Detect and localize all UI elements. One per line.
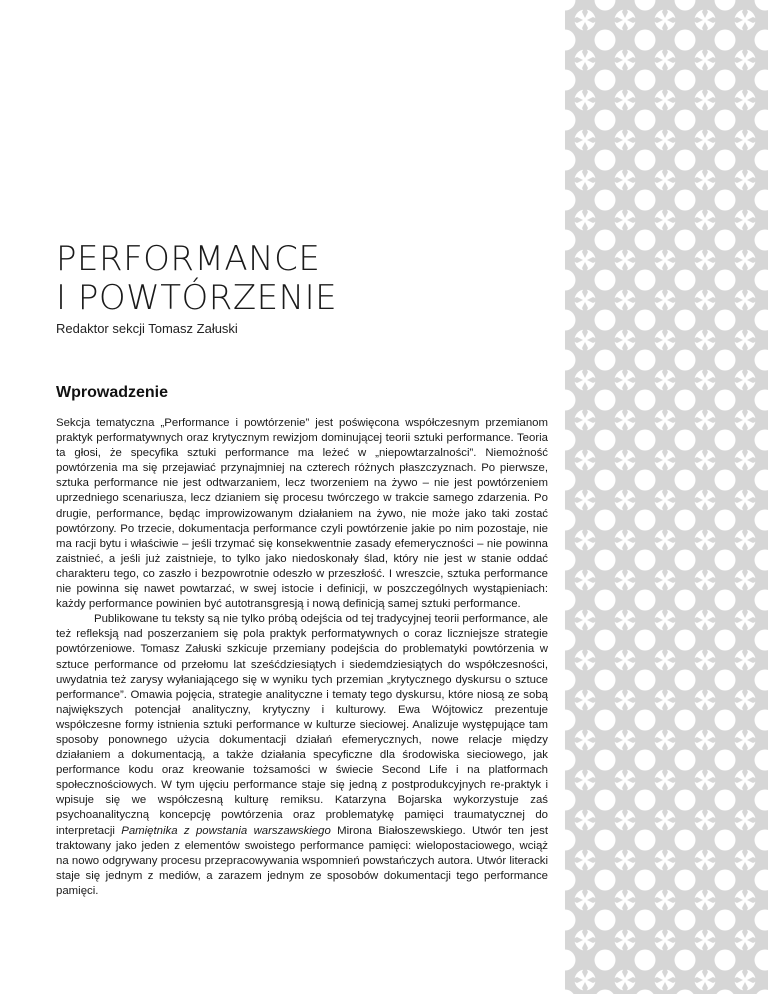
section-heading: Wprowadzenie	[56, 384, 169, 401]
decorative-pattern-strip	[565, 0, 768, 994]
book-title: Pamiętnika z powstania warszawskiego	[121, 824, 331, 837]
page-title	[56, 240, 337, 318]
paragraph-2	[56, 612, 548, 899]
paragraph-2-text-b: Mirona Białoszewskiego. Utwór ten jest traktowany jako jeden z elementów swoistego performance pamięci: wielopostaciowego, wciąż na nowo odgrywany procesu przepracowywania wspomnień powstańczych autora. Utwór literacki staje się jednym z mediów, a zarazem jednym ze sposobów dokumentacji tego performance pamięci.	[56, 824, 548, 897]
paragraph-2-text-a: Publikowane tu teksty są nie tylko próbą odejścia od tej tradycyjnej teorii performance, ale też refleksją nad poszerzaniem się pola praktyk performatywnych o coraz liczniejsze strategie powtórzeniowe. Tomasz Załuski szkicuje przemiany podejścia do problematyki powtórzenia w sztuce performance od przełomu lat sześćdziesiątych i siedemdziesiątych do współczesności, uwydatnia też zarysy wyłaniającego się w wyniku tych przemian „krytycznego dyskursu o sztuce performance”. Omawia pojęcia, strategie analityczne i tematy tego dyskursu, które niosą ze sobą największych potencjał analityczny, krytyczny i kulturowy. Ewa Wójtowicz prezentuje współczesne formy istnienia sztuki performance w kulturze sieciowej. Analizuje występujące tam sposoby ponownego użycia dokumentacji działań efemerycznych, nowe relacje między działaniem a dokumentacją, a także działania specyficzne dla środowiska sieciowego, jak performance kodu oraz kreowanie tożsamości w świecie Second Life i na platformach społecznościowych. W tym ujęciu performance staje się jedną z postprodukcyjnych re-praktyk i wpisuje się we współczesną kulturę remiksu. Katarzyna Bojarska wykorzystuje zaś psychoanalityczną koncepcję powtórzenia oraz problematykę pamięci traumatycznej do interpretacji	[56, 613, 548, 837]
article-body	[56, 416, 548, 899]
title-line-1: PERFORMANCE	[56, 239, 321, 279]
paragraph-1: Sekcja tematyczna „Performance i powtórzenie” jest poświęcona współczesnym przemianom praktyk performatywnych oraz krytycznym rewizjom dominującej teorii sztuki performance. Teoria ta głosi, że specyfika sztuki performance ma leżeć w „niepowtarzalności”. Niemożność powtórzenia ma się przejawiać przynajmniej na czterech różnych płaszczyznach. Po pierwsze, sztuka performance nie jest odtwarzaniem, lecz tworzeniem na żywo – nie jest powtórzeniem uprzedniego scenariusza, lecz dzianiem się procesu twórczego w trakcie samego zdarzenia. Po drugie, performance, będąc improwizowanym działaniem na żywo, nie może jako taki zostać powtórzony. Po trzecie, dokumentacja performance czyli powtórzenie jakie po nim pozostaje, nie ma racji bytu i właściwie – jeśli trzymać się konsekwentnie zasady efemeryczności – nie powinna zaistnieć, a jeśli już zaistnieje, to tylko jako niedoskonały ślad, który nie jest w stanie oddać charakteru tego, co zaszło i bezpowrotnie odeszło w przeszłość. I wreszcie, sztuka performance nie powinna się nawet powtarzać, w swej istocie i definicji, w poszczególnych wystąpieniach: każdy performance powinien być autotransgresją i nową definicją samej sztuki performance.	[56, 417, 548, 611]
quatrefoil-pattern	[565, 0, 768, 994]
section-editor: Redaktor sekcji Tomasz Załuski	[56, 321, 238, 336]
title-line-2: I POWTÓRZENIE	[56, 278, 338, 318]
